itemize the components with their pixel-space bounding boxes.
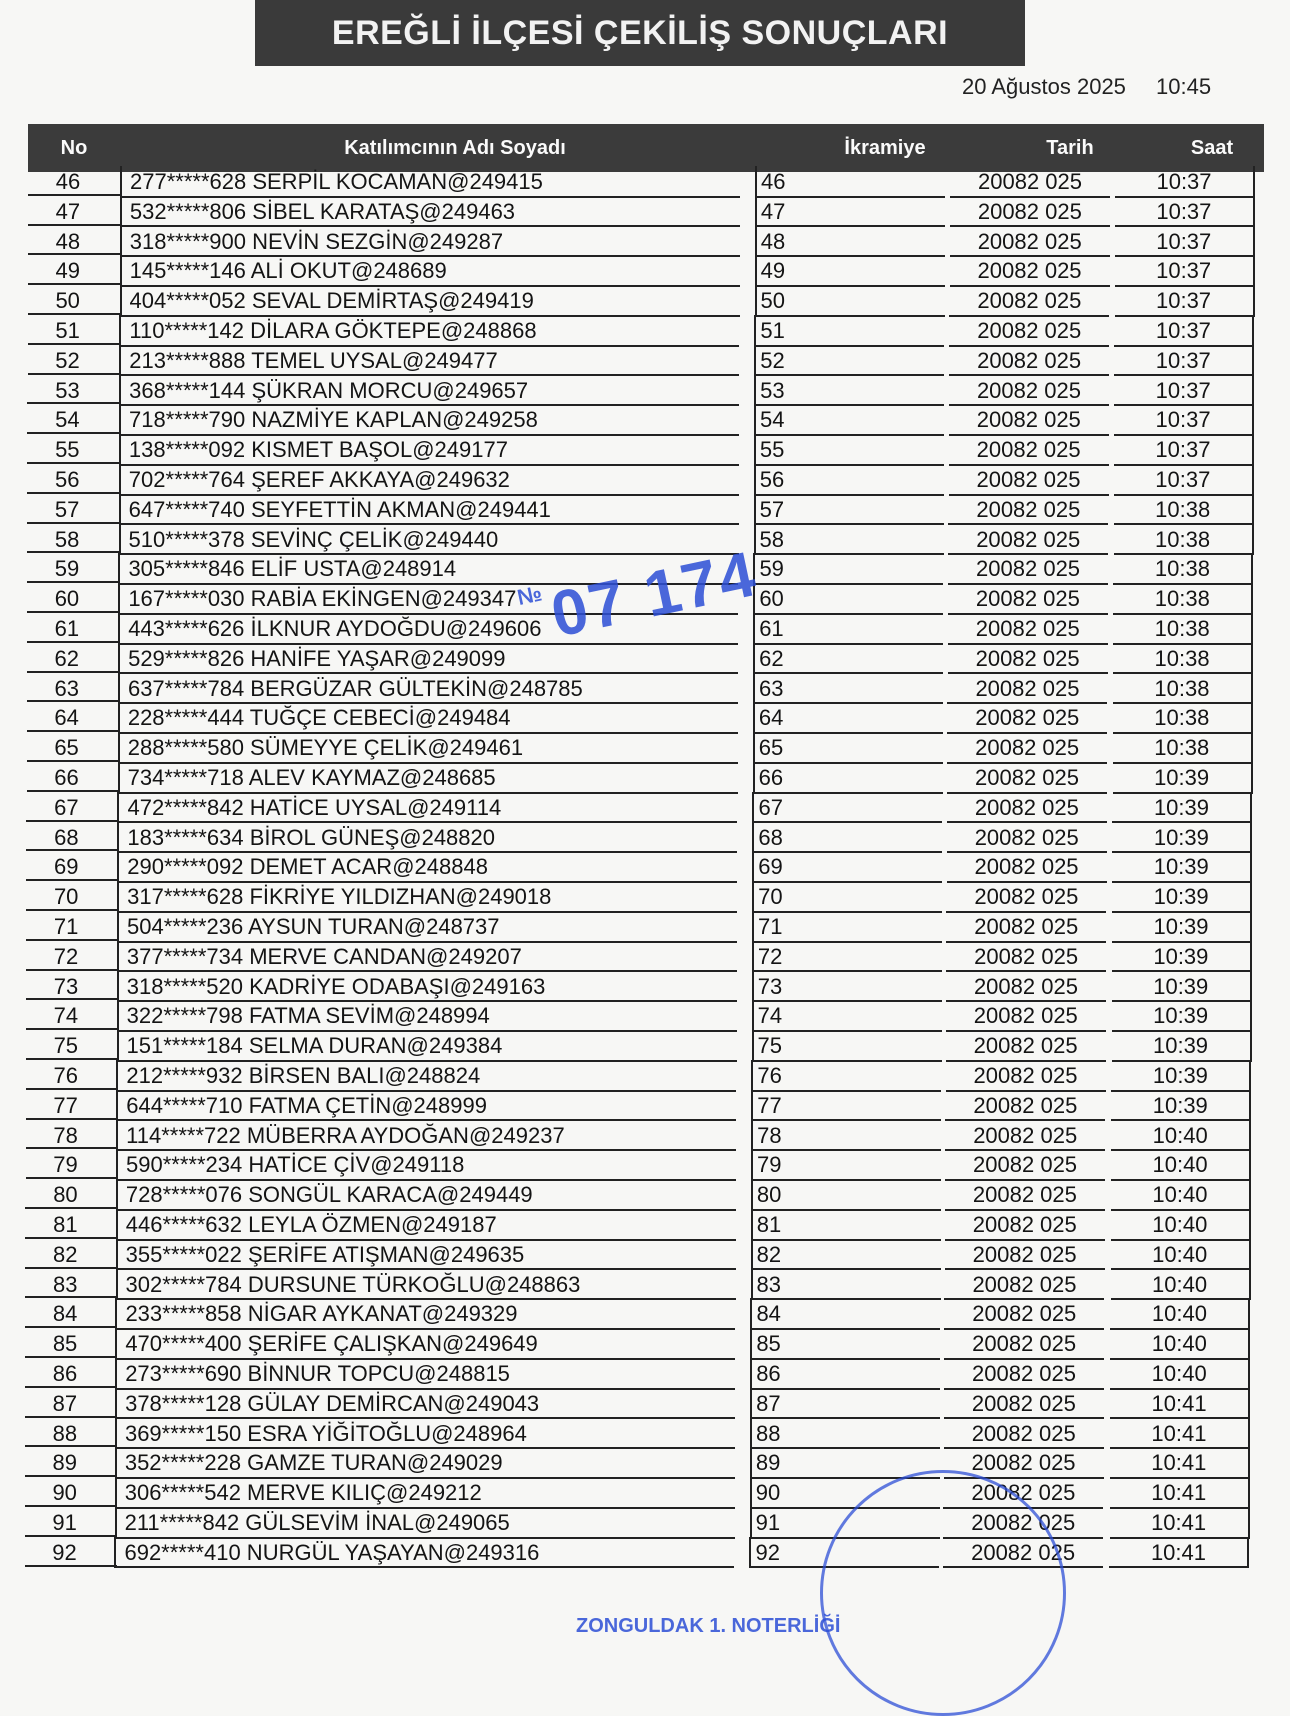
- table-row: [0, 1269, 1290, 1301]
- row-name: 378*****128 GÜLAY DEMİRCAN@249043: [115, 1388, 735, 1420]
- row-prize: 78: [751, 1120, 941, 1152]
- row-prize: 49: [755, 255, 945, 287]
- row-prize: 77: [751, 1090, 941, 1122]
- row-date: 20082 025: [946, 881, 1106, 913]
- row-date: 20082 025: [949, 285, 1109, 317]
- row-prize: 73: [752, 971, 942, 1003]
- row-name: 211*****842 GÜLSEVİM İNAL@249065: [115, 1507, 735, 1539]
- row-time: 10:40: [1111, 1239, 1251, 1271]
- row-time: 10:38: [1113, 553, 1253, 585]
- row-prize: 53: [754, 375, 944, 407]
- row-date: 20082 025: [943, 1477, 1103, 1509]
- row-date: 20082 025: [945, 1209, 1105, 1241]
- row-divider: [25, 1565, 117, 1567]
- row-prize: 62: [753, 643, 943, 675]
- row-time: 10:37: [1114, 404, 1254, 436]
- row-name: 114*****722 MÜBERRA AYDOĞAN@249237: [116, 1120, 736, 1152]
- table-row: [0, 762, 1290, 794]
- row-no: 52: [55, 347, 80, 373]
- row-prize: 56: [754, 464, 944, 496]
- table-row: [0, 732, 1290, 764]
- row-date: 20082 025: [947, 762, 1107, 794]
- row-date: 20082 025: [950, 166, 1110, 198]
- row-name: 233*****858 NİGAR AYKANAT@249329: [115, 1298, 735, 1330]
- row-date: 20082 025: [949, 375, 1109, 407]
- row-time: 10:39: [1111, 1060, 1251, 1092]
- stamp-value: 07 174: [544, 537, 764, 651]
- row-prize: 48: [755, 226, 945, 258]
- row-name: 145*****146 ALİ OKUT@248689: [120, 255, 740, 287]
- row-prize: 70: [752, 881, 942, 913]
- table-row: [0, 285, 1290, 317]
- row-time: 10:41: [1110, 1418, 1250, 1450]
- row-time: 10:40: [1111, 1149, 1251, 1181]
- row-prize: 55: [754, 434, 944, 466]
- notary-seal-icon: [820, 1470, 1066, 1716]
- row-time: 10:37: [1115, 285, 1255, 317]
- row-no: 88: [52, 1420, 78, 1446]
- row-no: 57: [54, 496, 80, 522]
- row-time: 10:37: [1114, 434, 1254, 466]
- row-time: 10:38: [1113, 702, 1253, 734]
- row-name: 637*****784 BERGÜZAR GÜLTEKİN@248785: [118, 673, 738, 705]
- row-name: 167*****030 RABİA EKİNGEN@249347: [118, 583, 738, 615]
- row-date: 20082 025: [944, 1388, 1104, 1420]
- row-no: 72: [53, 943, 79, 969]
- table-row: [0, 1120, 1290, 1152]
- row-name: 212*****932 BİRSEN BALI@248824: [116, 1060, 736, 1092]
- row-date: 20082 025: [949, 464, 1109, 496]
- row-name: 647*****740 SEYFETTİN AKMAN@249441: [119, 494, 739, 526]
- row-no: 79: [53, 1152, 78, 1178]
- row-no: 63: [54, 675, 79, 701]
- row-name: 504*****236 AYSUN TURAN@248737: [117, 911, 737, 943]
- row-prize: 61: [753, 613, 943, 645]
- row-time: 10:39: [1112, 822, 1252, 854]
- table-row: [0, 643, 1290, 675]
- row-prize: 89: [750, 1447, 940, 1479]
- row-name: 302*****784 DURSUNE TÜRKOĞLU@248863: [116, 1269, 736, 1301]
- row-date: 20082 025: [948, 524, 1108, 556]
- row-prize: 52: [754, 345, 944, 377]
- row-no: 61: [54, 616, 80, 641]
- table-row: [0, 1030, 1290, 1062]
- row-name: 692*****410 NURGÜL YAŞAYAN@249316: [114, 1537, 734, 1569]
- row-no: 90: [52, 1480, 77, 1506]
- row-date: 20082 025: [947, 673, 1107, 705]
- row-prize: 82: [751, 1239, 941, 1271]
- row-date: 20082 025: [944, 1298, 1104, 1330]
- row-name: 734*****718 ALEV KAYMAZ@248685: [118, 762, 738, 794]
- row-prize: 47: [755, 196, 945, 228]
- row-name: 529*****826 HANİFE YAŞAR@249099: [118, 643, 738, 675]
- row-time: 10:38: [1114, 494, 1254, 526]
- row-name: 305*****846 ELİF USTA@248914: [118, 553, 738, 585]
- row-prize: 64: [753, 702, 943, 734]
- row-no: 56: [55, 467, 80, 492]
- seal-text: ZONGULDAK 1. NOTERLİĞİ: [576, 1615, 841, 1637]
- row-time: 10:39: [1112, 851, 1252, 883]
- row-prize: 66: [753, 762, 943, 794]
- row-prize: 67: [752, 792, 942, 824]
- row-prize: 72: [752, 941, 942, 973]
- row-no: 60: [54, 586, 80, 612]
- row-time: 10:37: [1115, 226, 1255, 258]
- row-time: 10:39: [1112, 1030, 1252, 1062]
- table-row: [0, 1149, 1290, 1181]
- row-no: 80: [53, 1182, 78, 1208]
- table-row: [0, 1090, 1290, 1122]
- row-name: 352*****228 GAMZE TURAN@249029: [115, 1447, 735, 1479]
- row-prize: 81: [751, 1209, 941, 1241]
- row-time: 10:39: [1112, 971, 1252, 1003]
- row-date: 20082 025: [946, 1060, 1106, 1092]
- row-no: 85: [52, 1331, 78, 1357]
- row-time: 10:39: [1112, 911, 1252, 943]
- row-name: 443*****626 İLKNUR AYDOĞDU@249606: [118, 613, 738, 645]
- table-row: [0, 822, 1290, 854]
- row-time: 10:39: [1112, 881, 1252, 913]
- row-date: 20082 025: [946, 1000, 1106, 1032]
- row-prize: 84: [750, 1298, 940, 1330]
- table-row: [0, 345, 1290, 377]
- table-row: [0, 1447, 1290, 1479]
- row-no: 74: [53, 1003, 79, 1029]
- row-name: 377*****734 MERVE CANDAN@249207: [117, 941, 737, 973]
- row-prize: 86: [750, 1358, 940, 1390]
- row-no: 91: [52, 1510, 77, 1535]
- row-no: 47: [55, 198, 81, 224]
- table-row: [0, 1328, 1290, 1360]
- row-name: 183*****634 BİROL GÜNEŞ@248820: [117, 822, 737, 854]
- row-date: 20082 025: [949, 315, 1109, 347]
- header-name: Katılımcının Adı Soyadı: [344, 136, 566, 159]
- row-date: 20082 025: [947, 792, 1107, 824]
- row-time: 10:38: [1113, 673, 1253, 705]
- row-prize: 58: [754, 524, 944, 556]
- table-row: [0, 1209, 1290, 1241]
- row-no: 73: [53, 973, 79, 999]
- row-time: 10:38: [1113, 613, 1253, 645]
- row-time: 10:39: [1112, 792, 1252, 824]
- table-row: [0, 434, 1290, 466]
- row-date: 20082 025: [948, 553, 1108, 585]
- table-row: [0, 404, 1290, 436]
- table-row: [0, 315, 1290, 347]
- row-prize: 92: [749, 1537, 939, 1569]
- header-date: Tarih: [1046, 136, 1094, 159]
- row-no: 55: [55, 437, 80, 463]
- table-row: [0, 196, 1290, 228]
- header-prize: İkramiye: [844, 136, 926, 159]
- row-name: 277*****628 SERPİL KOCAMAN@249415: [120, 166, 740, 198]
- row-time: 10:37: [1114, 345, 1254, 377]
- row-time: 10:39: [1112, 1000, 1252, 1032]
- row-no: 77: [53, 1092, 78, 1118]
- row-no: 58: [54, 526, 80, 552]
- row-date: 20082 025: [949, 404, 1109, 436]
- header-time: Saat: [1190, 136, 1234, 159]
- row-prize: 51: [754, 315, 944, 347]
- row-time: 10:40: [1110, 1328, 1250, 1360]
- row-date: 20082 025: [948, 583, 1108, 615]
- row-name: 318*****520 KADRİYE ODABAŞI@249163: [117, 971, 737, 1003]
- row-prize: 50: [755, 285, 945, 317]
- row-prize: 75: [752, 1030, 942, 1062]
- row-prize: 87: [750, 1388, 940, 1420]
- row-no: 64: [54, 705, 79, 731]
- row-no: 70: [53, 884, 79, 910]
- table-row: [0, 673, 1290, 705]
- row-no: 48: [55, 228, 81, 254]
- table-row: [0, 375, 1290, 407]
- table-header: [28, 124, 1264, 172]
- row-date: 20082 025: [950, 196, 1110, 228]
- row-date: 20082 025: [947, 702, 1107, 734]
- row-time: 10:41: [1110, 1507, 1250, 1539]
- table-row: [0, 1507, 1290, 1539]
- row-prize: 46: [755, 166, 945, 198]
- table-row: [0, 1060, 1290, 1092]
- row-name: 290*****092 DEMET ACAR@248848: [117, 851, 737, 883]
- row-no: 53: [55, 377, 80, 403]
- row-no: 59: [54, 556, 80, 582]
- row-no: 62: [54, 645, 80, 671]
- row-prize: 80: [751, 1179, 941, 1211]
- row-prize: 63: [753, 673, 943, 705]
- table-row: [0, 464, 1290, 496]
- row-date: 20082 025: [946, 1030, 1106, 1062]
- table-row: [0, 1298, 1290, 1330]
- table-row: [0, 1537, 1290, 1569]
- row-name: 532*****806 SİBEL KARATAŞ@249463: [120, 196, 740, 228]
- row-date: 20082 025: [947, 822, 1107, 854]
- row-date: 20082 025: [948, 643, 1108, 675]
- row-date: 20082 025: [948, 494, 1108, 526]
- row-name: 718*****790 NAZMİYE KAPLAN@249258: [119, 404, 739, 436]
- row-no: 75: [53, 1033, 79, 1059]
- row-name: 306*****542 MERVE KILIÇ@249212: [115, 1477, 735, 1509]
- table-row: [0, 851, 1290, 883]
- row-time: 10:41: [1110, 1447, 1250, 1479]
- row-no: 86: [52, 1361, 78, 1386]
- row-no: 82: [53, 1241, 78, 1267]
- document-time: 10:45: [1156, 74, 1212, 99]
- row-time: 10:40: [1110, 1358, 1250, 1390]
- table-row: [0, 1239, 1290, 1271]
- row-prize: 83: [751, 1269, 941, 1301]
- row-time: 10:41: [1109, 1537, 1249, 1569]
- row-prize: 68: [752, 822, 942, 854]
- page-title: EREĞLİ İLÇESİ ÇEKİLİŞ SONUÇLARI: [255, 0, 1025, 66]
- row-no: 89: [52, 1450, 77, 1476]
- row-name: 446*****632 LEYLA ÖZMEN@249187: [116, 1209, 736, 1241]
- row-name: 644*****710 FATMA ÇETİN@248999: [116, 1090, 736, 1122]
- table-row: [0, 1358, 1290, 1390]
- table-row: [0, 911, 1290, 943]
- table-row: [0, 166, 1290, 198]
- row-name: 404*****052 SEVAL DEMİRTAŞ@249419: [120, 285, 740, 317]
- row-no: 65: [54, 735, 79, 761]
- row-no: 68: [54, 824, 79, 850]
- row-name: 317*****628 FİKRİYE YILDIZHAN@249018: [117, 881, 737, 913]
- row-date: 20082 025: [944, 1358, 1104, 1390]
- row-date: 20082 025: [945, 1179, 1105, 1211]
- row-name: 318*****900 NEVİN SEZGİN@249287: [120, 226, 740, 258]
- row-date: 20082 025: [944, 1447, 1104, 1479]
- row-prize: 71: [752, 911, 942, 943]
- row-time: 10:38: [1113, 643, 1253, 675]
- row-name: 228*****444 TUĞÇE CEBECİ@249484: [118, 702, 738, 734]
- table-row: [0, 1477, 1290, 1509]
- row-time: 10:39: [1112, 941, 1252, 973]
- row-prize: 60: [753, 583, 943, 615]
- row-no: 92: [52, 1539, 77, 1565]
- row-name: 472*****842 HATİCE UYSAL@249114: [117, 792, 737, 824]
- row-name: 213*****888 TEMEL UYSAL@249477: [119, 345, 739, 377]
- row-date: 20082 025: [943, 1537, 1103, 1569]
- row-prize: 54: [754, 404, 944, 436]
- header-no: No: [60, 136, 88, 159]
- table-row: [0, 1418, 1290, 1450]
- row-time: 10:40: [1111, 1209, 1251, 1241]
- row-time: 10:37: [1114, 315, 1254, 347]
- row-time: 10:37: [1115, 196, 1255, 228]
- row-prize: 57: [754, 494, 944, 526]
- table-row: [0, 1000, 1290, 1032]
- row-time: 10:38: [1114, 524, 1254, 556]
- row-no: 81: [53, 1212, 78, 1237]
- row-prize: 79: [751, 1149, 941, 1181]
- row-prize: 88: [750, 1418, 940, 1450]
- document-date: 20 Ağustos 2025: [962, 74, 1126, 99]
- row-date: 20082 025: [950, 226, 1110, 258]
- row-date: 20082 025: [944, 1269, 1104, 1301]
- row-no: 46: [55, 169, 81, 194]
- row-date: 20082 025: [946, 941, 1106, 973]
- table-row: [0, 971, 1290, 1003]
- row-name: 322*****798 FATMA SEVİM@248994: [117, 1000, 737, 1032]
- row-date: 20082 025: [945, 1239, 1105, 1271]
- table-row: [0, 524, 1290, 556]
- row-time: 10:40: [1110, 1298, 1250, 1330]
- table-row: [0, 702, 1290, 734]
- row-date: 20082 025: [950, 255, 1110, 287]
- row-time: 10:40: [1111, 1120, 1251, 1152]
- row-date: 20082 025: [946, 911, 1106, 943]
- row-date: 20082 025: [944, 1418, 1104, 1450]
- row-time: 10:39: [1111, 1090, 1251, 1122]
- row-date: 20082 025: [945, 1120, 1105, 1152]
- row-time: 10:39: [1113, 762, 1253, 794]
- row-prize: 65: [753, 732, 943, 764]
- row-prize: 91: [750, 1507, 940, 1539]
- row-prize: 69: [752, 851, 942, 883]
- row-no: 49: [55, 258, 80, 284]
- row-time: 10:40: [1111, 1179, 1251, 1211]
- row-date: 20082 025: [948, 613, 1108, 645]
- row-name: 702*****764 ŞEREF AKKAYA@249632: [119, 464, 739, 496]
- row-no: 51: [55, 318, 80, 343]
- row-no: 67: [54, 794, 79, 820]
- row-date: 20082 025: [947, 851, 1107, 883]
- row-date: 20082 025: [945, 1149, 1105, 1181]
- row-name: 288*****580 SÜMEYYE ÇELİK@249461: [118, 732, 738, 764]
- row-date: 20082 025: [949, 345, 1109, 377]
- row-time: 10:37: [1115, 255, 1255, 287]
- row-time: 10:38: [1113, 732, 1253, 764]
- row-no: 71: [53, 914, 79, 939]
- row-prize: 59: [753, 553, 943, 585]
- table-row: [0, 1179, 1290, 1211]
- row-date: 20082 025: [945, 1090, 1105, 1122]
- row-time: 10:37: [1114, 375, 1254, 407]
- document-date-line: [962, 74, 1211, 100]
- row-time: 10:38: [1113, 583, 1253, 615]
- row-date: 20082 025: [944, 1328, 1104, 1360]
- row-name: 470*****400 ŞERİFE ÇALIŞKAN@249649: [115, 1328, 735, 1360]
- row-time: 10:37: [1114, 464, 1254, 496]
- row-no: 83: [52, 1271, 78, 1297]
- table-row: [0, 494, 1290, 526]
- row-prize: 90: [750, 1477, 940, 1509]
- row-date: 20082 025: [946, 971, 1106, 1003]
- row-no: 76: [53, 1063, 78, 1088]
- row-no: 50: [55, 288, 80, 314]
- row-name: 138*****092 KISMET BAŞOL@249177: [119, 434, 739, 466]
- row-name: 273*****690 BİNNUR TOPCU@248815: [115, 1358, 735, 1390]
- row-prize: 74: [752, 1000, 942, 1032]
- row-name: 110*****142 DİLARA GÖKTEPE@248868: [119, 315, 739, 347]
- table-row: [0, 881, 1290, 913]
- row-name: 510*****378 SEVİNÇ ÇELİK@249440: [119, 524, 739, 556]
- row-no: 78: [53, 1122, 78, 1148]
- table-row: [0, 941, 1290, 973]
- row-date: 20082 025: [949, 434, 1109, 466]
- stamp-prefix: №: [514, 580, 547, 611]
- row-no: 69: [54, 854, 79, 880]
- row-name: 590*****234 HATİCE ÇİV@249118: [116, 1149, 736, 1181]
- row-name: 369*****150 ESRA YİĞİTOĞLU@248964: [115, 1418, 735, 1450]
- row-no: 66: [54, 765, 79, 790]
- row-no: 87: [52, 1390, 78, 1416]
- row-date: 20082 025: [947, 732, 1107, 764]
- row-prize: 85: [750, 1328, 940, 1360]
- row-name: 368*****144 ŞÜKRAN MORCU@249657: [119, 375, 739, 407]
- row-time: 10:37: [1115, 166, 1255, 198]
- row-date: 20082 025: [943, 1507, 1103, 1539]
- row-time: 10:41: [1110, 1388, 1250, 1420]
- row-prize: 76: [751, 1060, 941, 1092]
- table-row: [0, 226, 1290, 258]
- row-time: 10:40: [1111, 1269, 1251, 1301]
- table-row: [0, 255, 1290, 287]
- row-no: 84: [52, 1301, 78, 1327]
- row-name: 355*****022 ŞERİFE ATIŞMAN@249635: [116, 1239, 736, 1271]
- table-row: [0, 1388, 1290, 1420]
- row-name: 151*****184 SELMA DURAN@249384: [117, 1030, 737, 1062]
- row-time: 10:41: [1110, 1477, 1250, 1509]
- table-row: [0, 792, 1290, 824]
- row-name: 728*****076 SONGÜL KARACA@249449: [116, 1179, 736, 1211]
- row-no: 54: [55, 407, 80, 433]
